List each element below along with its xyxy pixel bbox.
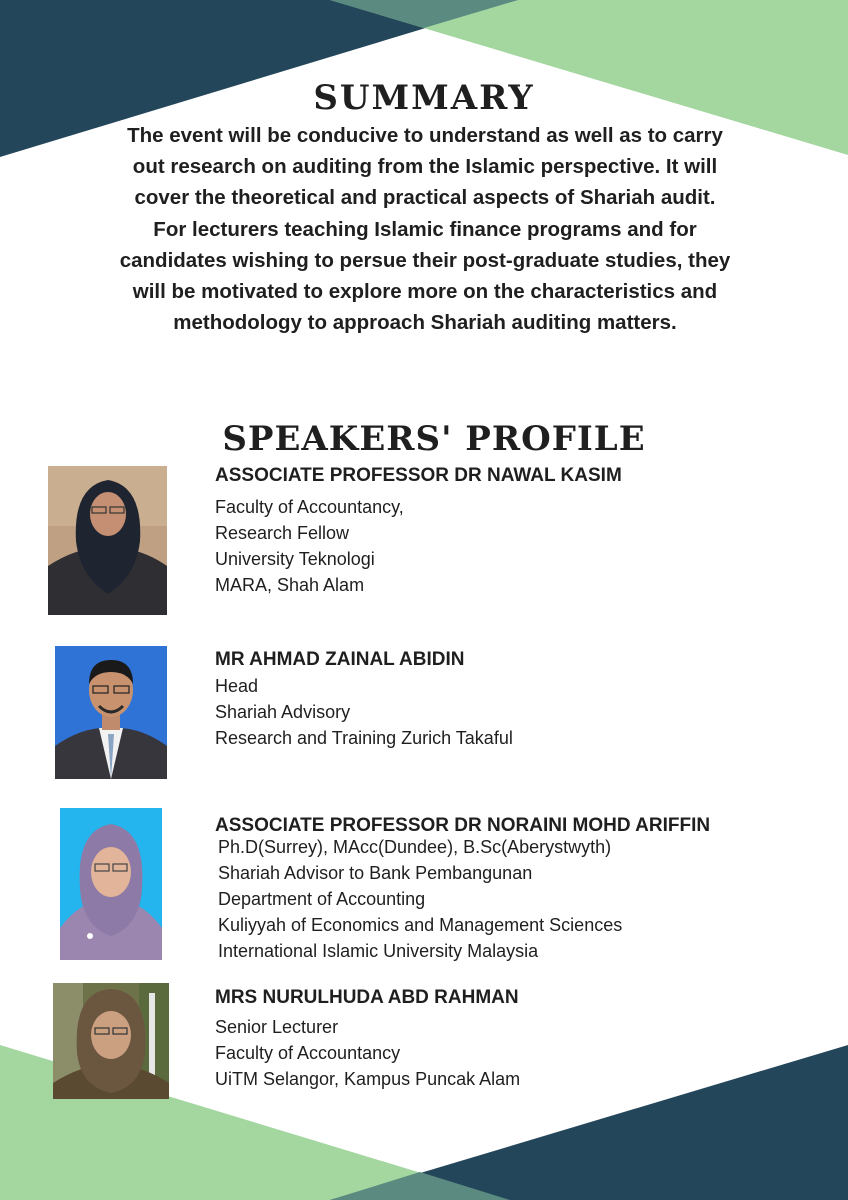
speaker-photo-ahmad-zainal-abidin [55,646,167,779]
speaker-name: ASSOCIATE PROFESSOR DR NAWAL KASIM [215,465,622,486]
speaker-detail-line: Faculty of Accountancy, [215,497,404,517]
speaker-detail-line: Senior Lecturer [215,1017,339,1037]
speaker-detail-line: University Teknologi [215,549,375,569]
speaker-details [215,494,404,598]
speaker-detail-line: Shariah Advisor to Bank Pembangunan [218,863,533,883]
speaker-detail-line: UiTM Selangor, Kampus Puncak Alam [215,1069,521,1089]
speaker-details [218,834,622,964]
speaker-detail-line: Department of Accounting [218,889,426,909]
summary-text: The event will be conducive to understand as well as to carry out research on auditing from the Islamic perspective. It will cover the theoretical and practical aspects of Shariah audit. For lecturers teaching Islamic finance programs and for candidates wishing to persue their post-graduate studies, they will be motivated to explore more on the characteristics and methodology to approach Shariah auditing matters. [119,124,731,335]
speaker-detail-line: MARA, Shah Alam [215,575,365,595]
speaker-name: MRS NURULHUDA ABD RAHMAN [215,987,519,1008]
speaker-detail-line: Research and Training Zurich Takaful [215,728,513,748]
speakers-title: SPEAKERS' PROFILE [222,419,646,459]
speaker-detail-line: International Islamic University Malaysia [218,941,539,961]
summary-title: SUMMARY [313,78,535,118]
speaker-detail-line: Kuliyyah of Economics and Management Sciences [218,915,623,935]
speaker-name: ASSOCIATE PROFESSOR DR NORAINI MOHD ARIFFIN [215,815,711,836]
speaker-detail-line: Faculty of Accountancy [215,1043,401,1063]
speaker-name: MR AHMAD ZAINAL ABIDIN [215,649,465,670]
speaker-detail-line: Head [215,676,259,696]
speaker-details [215,1014,520,1092]
speaker-detail-line: Research Fellow [215,523,350,543]
speaker-detail-line: Ph.D(Surrey), MAcc(Dundee), B.Sc(Aberystwyth) [218,837,612,857]
speaker-photo-nawal-kasim [48,466,167,615]
speaker-details [215,673,513,751]
speaker-photo-noraini-mohd-ariffin [60,808,162,960]
speaker-detail-line: Shariah Advisory [215,702,351,722]
speaker-photo-nurulhuda-abd-rahman [53,983,169,1099]
